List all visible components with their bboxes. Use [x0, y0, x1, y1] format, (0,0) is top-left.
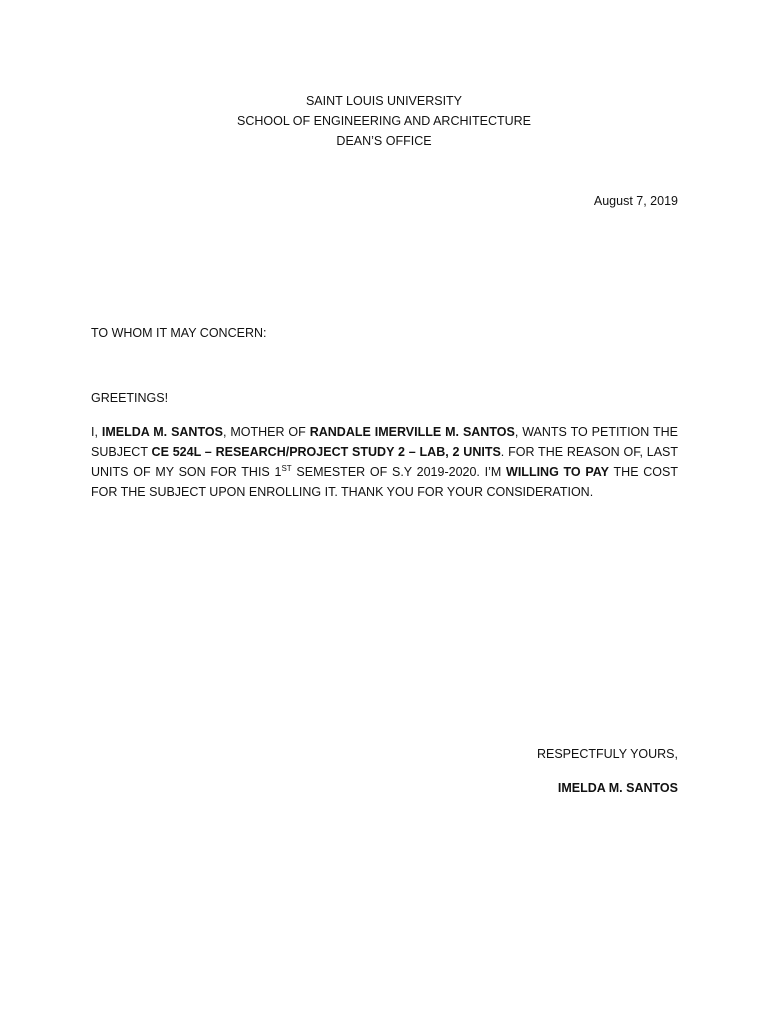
body-bold-subject: CE 524L – RESEARCH/PROJECT STUDY 2 – LAB, 2 UNITS: [151, 445, 501, 459]
letterhead: [0, 91, 768, 151]
signer-name: IMELDA M. SANTOS: [557, 781, 678, 795]
office-name: DEAN’S OFFICE: [336, 134, 432, 148]
greeting: GREETINGS!: [91, 391, 169, 405]
salutation: TO WHOM IT MAY CONCERN:: [91, 326, 267, 340]
body-text-6: THE COST FOR THE SUBJECT UPON ENROLLING IT. THANK YOU FOR YOUR CONSIDERATION.: [91, 465, 678, 499]
closing: RESPECTFULY YOURS,: [536, 747, 678, 761]
letter-date: August 7, 2019: [593, 194, 678, 208]
body-bold-son: RANDALE IMERVILLE M. SANTOS: [309, 425, 515, 439]
body-text-2: , MOTHER OF: [222, 425, 310, 439]
letter-body: [91, 422, 678, 502]
body-superscript: ST: [281, 463, 292, 473]
body-text-3: , WANTS TO PETITION THE SUBJECT: [91, 425, 678, 459]
school-name: SCHOOL OF ENGINEERING AND ARCHITECTURE: [236, 114, 532, 128]
body-bold-willing: WILLING TO PAY: [506, 465, 610, 479]
body-bold-sender: IMELDA M. SANTOS: [101, 425, 223, 439]
body-text-4: . FOR THE REASON OF, LAST UNITS OF MY SON FOR THIS 1: [91, 445, 679, 479]
body-text-1: I,: [91, 425, 102, 439]
body-text-5: SEMESTER OF S.Y 2019-2020. I’M: [291, 465, 507, 479]
university-name: SAINT LOUIS UNIVERSITY: [305, 94, 463, 108]
